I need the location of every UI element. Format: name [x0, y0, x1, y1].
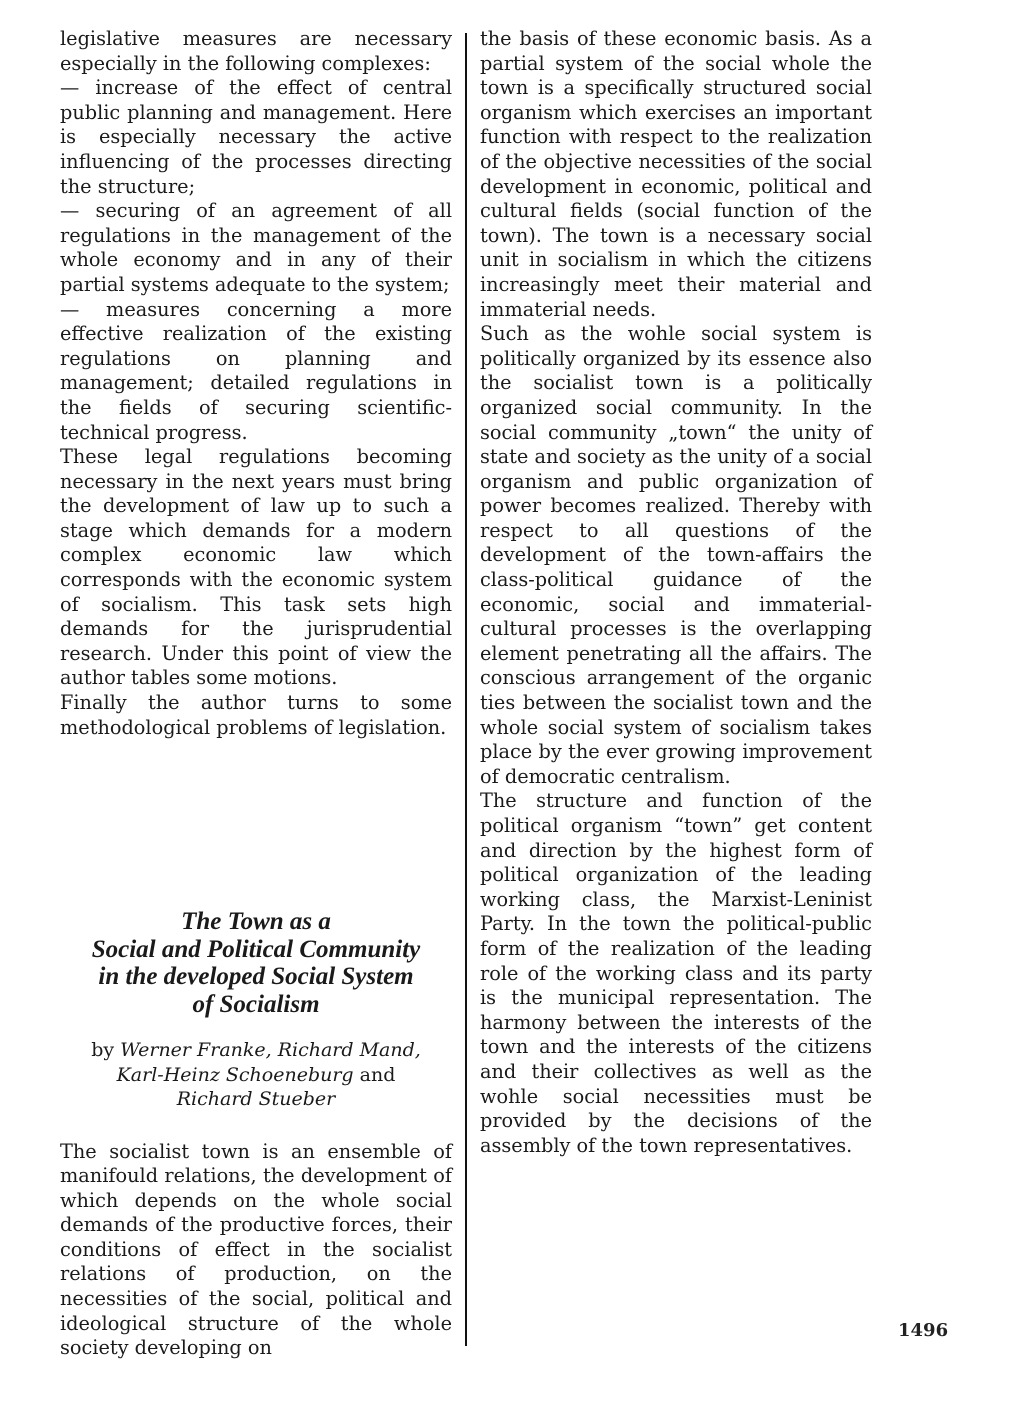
byline-line [60, 1063, 452, 1088]
right-column [480, 27, 872, 1158]
paragraph: Finally the author turns to some methodological problems of legislation. [60, 691, 452, 739]
paragraph: The structure and function of the political organism “town” get content and direction by the highest form of political organization of the leading working class, the Marxist-Leninist Party. In the town the political-public form of the realization of the leading role of the working class and its party is the municipal representation. The harmony between the interests of the town and the interests of the citizens and their collectives as well as the wohle social necessities must be provided by the decisions of the assembly of the town representatives. [480, 789, 872, 1157]
article-title-line: The Town as a [181, 908, 331, 935]
article-body: The socialist town is an ensemble of manifould relations, the development of which depends on the whole social demands of the productive forces, their conditions of effect in the socialist relations of production, on the necessities of the social, political and ideological structure of the whole society developing on [60, 1139, 452, 1360]
article-block [60, 908, 452, 1380]
paragraph: Such as the wohle social system is politically organized by its essence also the socialist town is a politically organized social community. In the social community „town“ the unity of state and society as the unity of a social organism and public organization of power becomes realized. Thereby with respect to all questions of the development of the town-affairs the class-political guidance of the economic, social and immaterial-cultural processes is the overlapping element penetrating all the affairs. The conscious arrangement of the organic ties between the socialist town and the whole social system of socialism takes place by the ever growing improvement of democratic centralism. [480, 322, 872, 788]
article-title-line: Social and Political Community [91, 935, 421, 963]
column-divider [465, 33, 467, 1346]
article-title [60, 908, 452, 1018]
paragraph: the basis of these economic basis. As a partial system of the social whole the town is a specifically structured social organism which exercises an important function with respect to the realization of the objective necessities of the social development in economic, political and cultural fields (social function of the town). The town is a necessary social unit in socialism in which the citizens increasingly meet their material and immaterial needs. [480, 27, 872, 321]
byline-line [60, 1038, 452, 1063]
author-names: Karl-Heinz Schoeneburg [116, 1063, 354, 1086]
author-names: Richard Stueber [176, 1088, 336, 1110]
author-names: Werner Franke, Richard Mand, [120, 1039, 421, 1061]
paragraph: — increase of the effect of central public planning and management. Here is especially necessary the active influencing of the processes directing the structure; [60, 76, 452, 198]
paragraph: legislative measures are necessary especially in the following complexes: [60, 27, 452, 75]
byline-conjunction: and [359, 1063, 396, 1086]
left-column [60, 27, 452, 740]
paragraph: — securing of an agreement of all regulations in the management of the whole economy and in any of their partial systems adequate to the system; [60, 199, 452, 296]
page-number: 1496 [898, 1320, 949, 1341]
byline-prefix: by [91, 1039, 115, 1061]
byline [60, 1038, 452, 1112]
paragraph: These legal regulations becoming necessary in the next years must bring the development of law up to such a stage which demands for a modern complex economic law which corresponds with the economic system of socialism. This task sets high demands for the jurisprudential research. Under this point of view the author tables some motions. [60, 445, 452, 690]
article-title-line: in the developed Social System [98, 963, 414, 990]
paragraph: — measures concerning a more effective realization of the existing regulations on planning and management; detailed regulations in the fields of securing scientific-technical progress. [60, 297, 452, 444]
article-title-line: of Socialism [192, 990, 320, 1018]
